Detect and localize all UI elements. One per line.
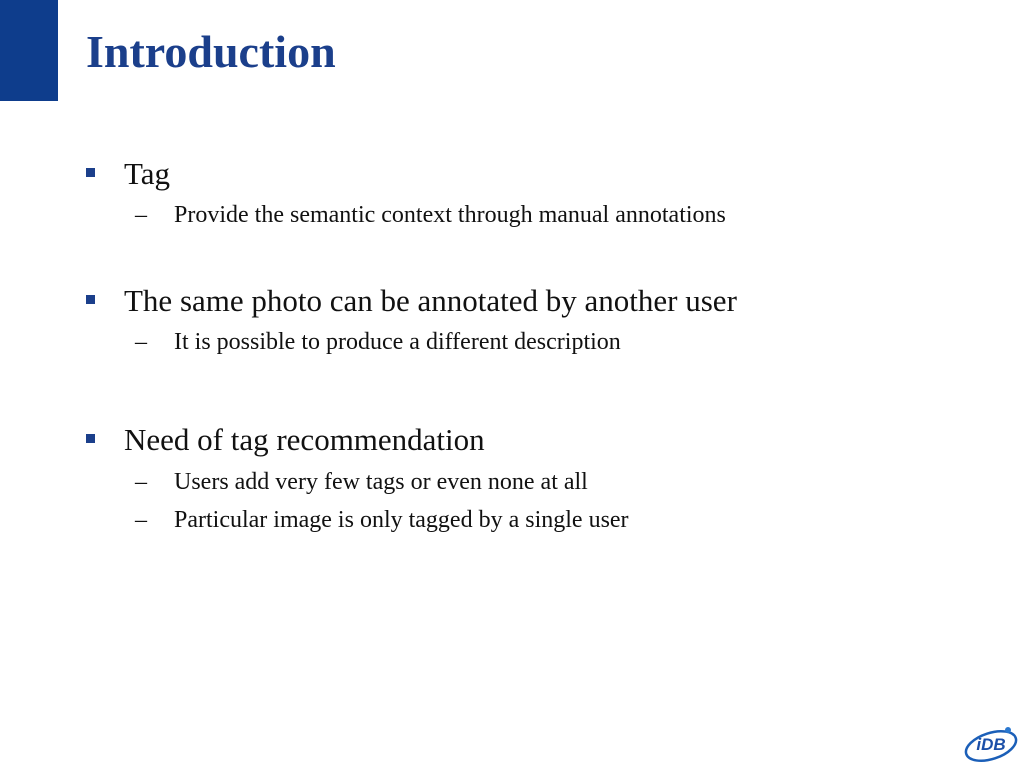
logo-text: iDB — [976, 735, 1006, 754]
sub-bullet-text: It is possible to produce a different description — [174, 329, 621, 355]
sub-bullet-text: Users add very few tags or even none at all — [174, 469, 588, 495]
dash-bullet-icon: – — [135, 202, 147, 228]
title-accent-block — [0, 0, 58, 101]
bullet-text: Need of tag recommendation — [124, 422, 485, 457]
slide-title: Introduction — [86, 26, 336, 77]
sub-bullet-text: Particular image is only tagged by a single user — [174, 507, 629, 533]
square-bullet-icon — [86, 168, 95, 177]
square-bullet-icon — [86, 434, 95, 443]
dash-bullet-icon: – — [135, 329, 147, 355]
bullet-text: The same photo can be annotated by another user — [124, 283, 737, 318]
bullet-text: Tag — [124, 156, 171, 191]
dash-bullet-icon: – — [135, 507, 147, 533]
square-bullet-icon — [86, 295, 95, 304]
idb-logo — [962, 722, 1020, 766]
dash-bullet-icon: – — [135, 469, 147, 495]
sub-bullet-text: Provide the semantic context through manual annotations — [174, 202, 726, 228]
